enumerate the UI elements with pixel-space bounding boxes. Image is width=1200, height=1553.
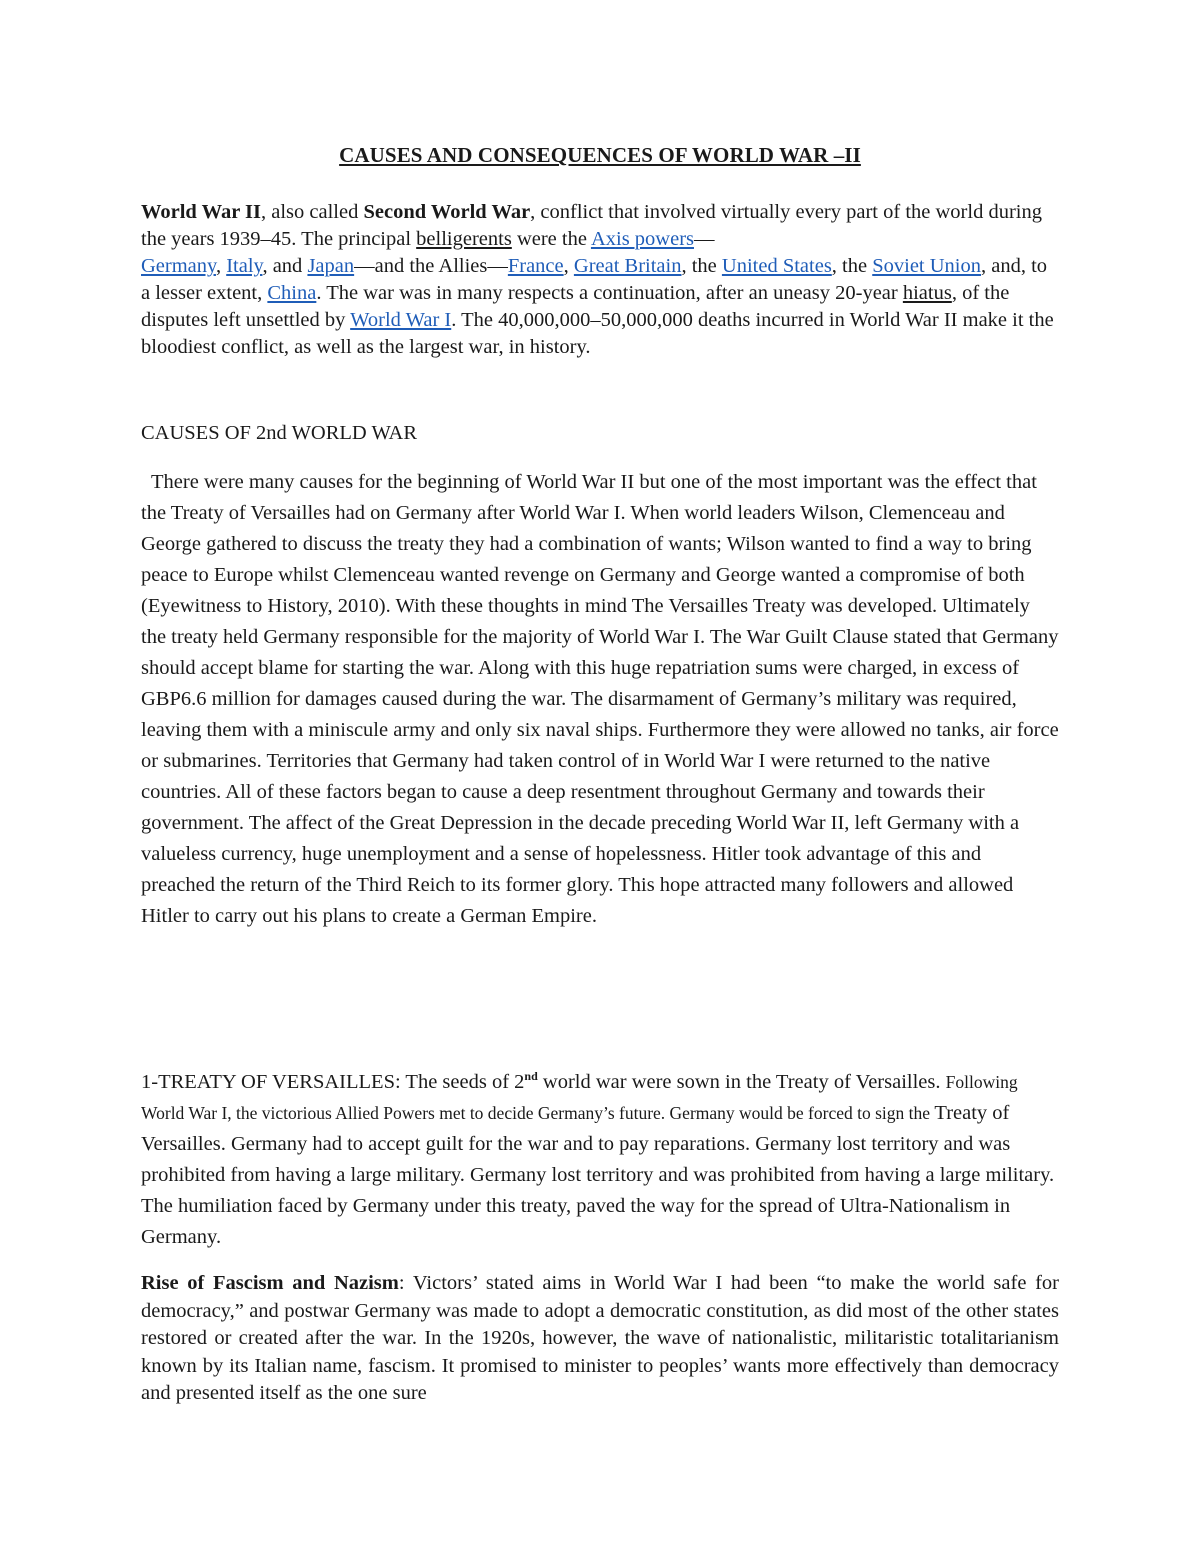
- ordinal-superscript: nd: [524, 1069, 538, 1084]
- intro-text: , also called: [261, 201, 364, 223]
- causes-paragraph: There were many causes for the beginning of World War II but one of the most important was the effect that the Treaty of Versailles had on Germany after World War I. When world leaders Wilson, Clemenceau and George gathered to discuss the treaty they had a combination of wants; Wilson wanted to find a way to bring peace to Europe whilst Clemenceau wanted revenge on Germany and George wanted a compromise of both (Eyewitness to History, 2010). With these thoughts in mind The Versailles Treaty was developed. Ultimately the treaty held Germany responsible for the majority of World War I. The War Guilt Clause stated that Germany should accept blame for starting the war. Along with this huge repatriation sums were charged, in excess of GBP6.6 million for damages caused during the war. The disarmament of Germany’s military was required, leaving them with a miniscule army and only six naval ships. Furthermore they were allowed no tanks, air force or submarines. Territories that Germany had taken control of in World War I were returned to the native countries. All of these factors began to cause a deep resentment throughout Germany and towards their government. The affect of the Great Depression in the decade preceding World War II, left Germany with a valueless currency, huge unemployment and a sense of hopelessness. Hitler took advantage of this and preached the return of the Third Reich to its former glory. This hope attracted many followers and allowed Hitler to carry out his plans to create a German Empire.: [141, 471, 1059, 927]
- intro-text: ,: [563, 255, 574, 277]
- intro-text: . The 40,000,000–50,000,000 deaths incurred in World War II make it the bloodiest conflict, as well as the largest war, in history.: [141, 309, 1054, 358]
- intro-text: , the: [831, 255, 873, 277]
- intro-text: , conflict that involved virtually every part of the world during the years 1939–45. The principal: [141, 201, 1042, 250]
- link-soviet-union[interactable]: Soviet Union: [872, 255, 981, 277]
- treaty-paragraph: [141, 1067, 1059, 1253]
- link-united-states[interactable]: United States: [721, 255, 832, 277]
- intro-text: , of the disputes left unsettled by: [141, 282, 1010, 331]
- link-world-war-i[interactable]: World War I: [350, 309, 452, 331]
- term-second-world-war: Second World War: [363, 201, 531, 223]
- link-germany[interactable]: Germany: [141, 255, 216, 277]
- term-hiatus[interactable]: hiatus: [902, 282, 952, 304]
- intro-paragraph: [141, 199, 1059, 361]
- link-japan[interactable]: Japan: [307, 255, 355, 277]
- intro-text: —: [694, 228, 715, 250]
- link-france[interactable]: France: [507, 255, 564, 277]
- fascism-text: : Victors’ stated aims in World War I had been “to make the world safe for democracy,” and postwar Germany was made to adopt a democratic constitution, as did most of the other states restored or created after the war. In the 1920s, however, the wave of nationalistic, militaristic totalitarianism known by its Italian name, fascism. It promised to minister to peoples’ wants more effectively than democracy and presented itself as the one sure: [141, 1272, 1059, 1404]
- intro-text: —and the Allies—: [354, 255, 508, 277]
- term-world-war-ii: World War II: [141, 201, 261, 223]
- intro-text: were the: [511, 228, 591, 250]
- intro-text: , and, to a lesser extent,: [141, 255, 1048, 304]
- link-china[interactable]: China: [267, 282, 317, 304]
- link-italy[interactable]: Italy: [226, 255, 263, 277]
- link-axis-powers[interactable]: Axis powers: [590, 228, 694, 250]
- treaty-text: world war were sown in the Treaty of Versailles.: [537, 1071, 946, 1093]
- treaty-text: Treaty of Versailles. Germany had to accept guilt for the war and to pay reparations. Germany lost territory and was prohibited from having a large military. Germany lost territory and was prohibited from having a large military. The humiliation faced by Germany under this treaty, paved the way for the spread of Ultra-Nationalism in Germany.: [141, 1102, 1055, 1248]
- document-title: CAUSES AND CONSEQUENCES OF WORLD WAR –II: [339, 143, 861, 167]
- treaty-small-text: Following World War I, the victorious Allied Powers met to decide Germany’s future. Germany would be forced to sign the: [141, 1072, 1018, 1123]
- intro-text: . The war was in many respects a continuation, after an uneasy 20-year: [316, 282, 903, 304]
- link-great-britain[interactable]: Great Britain: [573, 255, 682, 277]
- intro-text: , the: [681, 255, 722, 277]
- causes-heading: CAUSES OF 2nd WORLD WAR: [141, 422, 418, 444]
- intro-text: , and: [262, 255, 308, 277]
- fascism-heading: Rise of Fascism and Nazism: [141, 1272, 399, 1294]
- term-belligerents[interactable]: belligerents: [416, 228, 512, 250]
- intro-text: ,: [215, 255, 227, 277]
- fascism-paragraph: [141, 1270, 1059, 1408]
- treaty-text: 1-TREATY OF VERSAILLES: The seeds of 2: [141, 1071, 525, 1093]
